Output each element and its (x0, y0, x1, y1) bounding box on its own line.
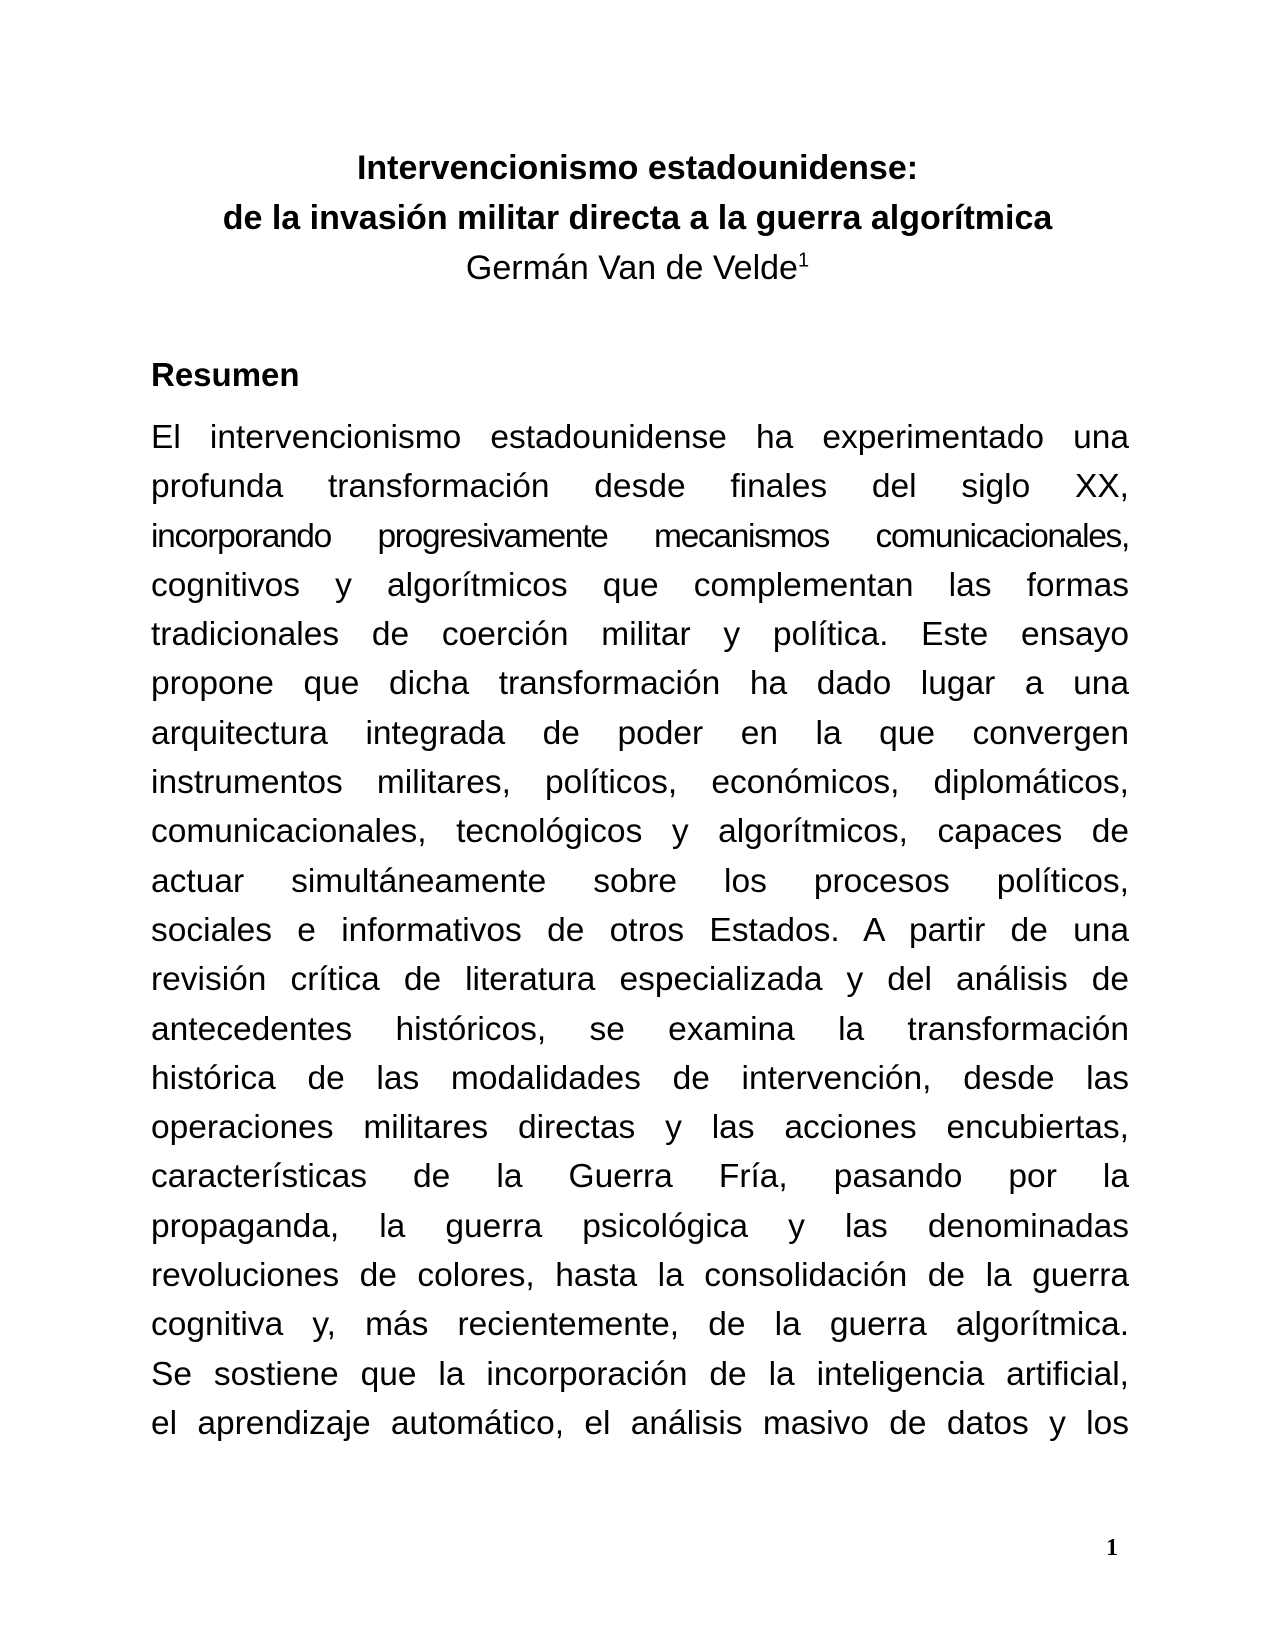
abstract-line: instrumentos militares, políticos, económicos, diplomáticos, (151, 764, 1129, 802)
document-title-line-1: Intervencionismo estadounidense: (356, 149, 919, 187)
abstract-line: antecedentes históricos, se examina la transformación (151, 1010, 1129, 1048)
abstract-line: el aprendizaje automático, el análisis masivo de datos y los (151, 1404, 1129, 1442)
title-block (145, 143, 1130, 293)
abstract-line: Se sostiene que la incorporación de la inteligencia artificial, (151, 1355, 1129, 1393)
abstract-line: histórica de las modalidades de intervención, desde las (151, 1059, 1129, 1097)
abstract-line: tradicionales de coerción militar y política. Este ensayo (151, 616, 1129, 654)
author-byline (145, 243, 1130, 293)
abstract-line: operaciones militares directas y las acciones encubiertas, (151, 1109, 1129, 1147)
abstract-line: propaganda, la guerra psicológica y las denominadas (151, 1207, 1129, 1245)
author-name: Germán Van de Velde (465, 249, 798, 287)
section-heading-resumen: Resumen (151, 356, 300, 393)
author-footnote-marker: 1 (797, 249, 810, 272)
page-number: 1 (1106, 1535, 1118, 1561)
abstract-line: revisión crítica de literatura especializada y del análisis de (151, 961, 1129, 999)
abstract-line: características de la Guerra Fría, pasando por la (151, 1158, 1129, 1196)
abstract-line: profunda transformación desde finales del siglo XX, (151, 468, 1129, 506)
abstract-line: El intervencionismo estadounidense ha experimentado una (151, 419, 1129, 456)
document-title-line-2: de la invasión militar directa a la guerra algorítmica (222, 199, 1053, 237)
abstract-line: arquitectura integrada de poder en la que convergen (151, 714, 1129, 752)
abstract-line: sociales e informativos de otros Estados. A partir de una (151, 911, 1129, 949)
abstract-line: cognitivos y algorítmicos que complementan las formas (151, 566, 1129, 604)
abstract-line: cognitiva y, más recientemente, de la guerra algorítmica. (151, 1306, 1129, 1344)
abstract-line: actuar simultáneamente sobre los procesos políticos, (151, 862, 1129, 900)
abstract-line: incorporando progresivamente mecanismos comunicacionales, (151, 517, 1129, 555)
abstract-body (151, 413, 1129, 1448)
abstract-line: revoluciones de colores, hasta la consolidación de la guerra (151, 1257, 1129, 1295)
abstract-line: comunicacionales, tecnológicos y algorítmicos, capaces de (151, 813, 1129, 851)
abstract-line: propone que dicha transformación ha dado lugar a una (151, 665, 1129, 703)
